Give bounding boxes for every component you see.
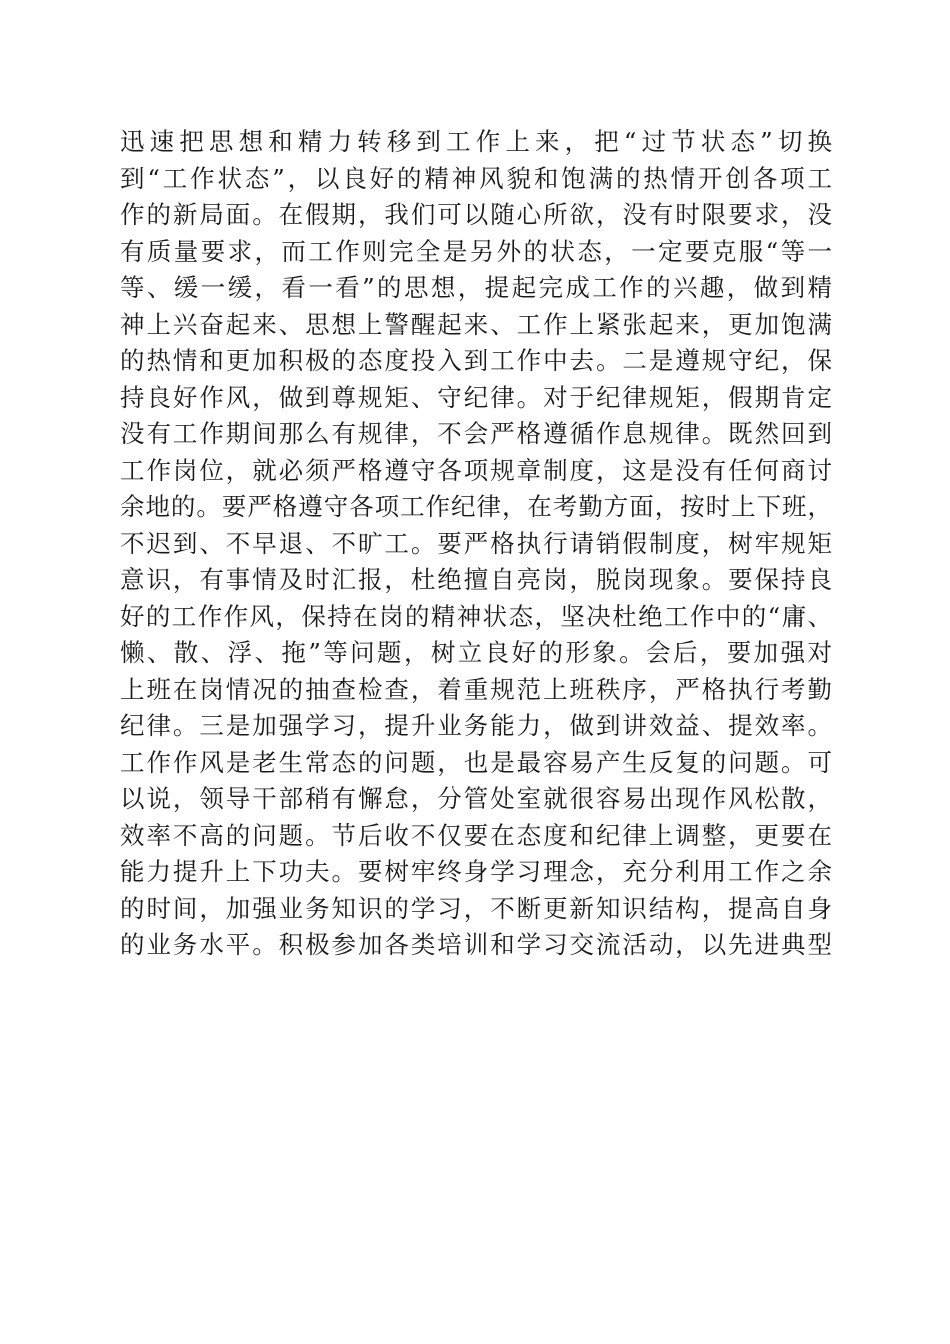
text-line: 懒、散、浮、拖”等问题，树立良好的形象。会后，要加强对 <box>120 638 832 667</box>
text-line: 神上兴奋起来、思想上警醒起来、工作上紧张起来，更加饱满 <box>120 309 832 339</box>
text-line: 能力提升上下功夫。要树牢终身学习理念，充分利用工作之余 <box>120 857 832 886</box>
text-line: 意识，有事情及时汇报，杜绝擅自亮岗，脱岗现象。要保持良 <box>120 565 832 594</box>
text-line: 作的新局面。在假期，我们可以随心所欲，没有时限要求，没 <box>120 200 832 229</box>
text-line: 工作岗位，就必须严格遵守各项规章制度，这是没有任何商讨 <box>120 455 832 485</box>
text-line: 有质量要求，而工作则完全是另外的状态，一定要克服“等一 <box>120 236 832 266</box>
text-line: 等、缓一缓，看一看”的思想，提起完成工作的兴趣，做到精 <box>120 273 832 302</box>
text-line: 到“工作状态”，以良好的精神风貌和饱满的热情开创各项工 <box>120 163 832 193</box>
text-line: 工作作风是老生常态的问题，也是最容易产生反复的问题。可 <box>120 747 832 777</box>
text-line: 迅速把思想和精力转移到工作上来，把“过节状态”切换 <box>120 127 832 156</box>
text-line: 没有工作期间那么有规律，不会严格遵循作息规律。既然回到 <box>120 419 832 448</box>
text-line: 纪律。三是加强学习，提升业务能力，做到讲效益、提效率。 <box>120 711 832 740</box>
text-line: 不迟到、不早退、不旷工。要严格执行请销假制度，树牢规矩 <box>120 528 832 558</box>
text-line: 余地的。要严格遵守各项工作纪律，在考勤方面，按时上下班， <box>120 492 832 521</box>
text-line: 的时间，加强业务知识的学习，不断更新知识结构，提高自身 <box>120 893 832 923</box>
text-line: 持良好作风，做到尊规矩、守纪律。对于纪律规矩，假期肯定 <box>120 382 832 412</box>
text-line: 好的工作作风，保持在岗的精神状态，坚决杜绝工作中的“庸、 <box>120 601 832 631</box>
text-line: 的热情和更加积极的态度投入到工作中去。二是遵规守纪，保 <box>120 346 832 375</box>
text-line: 上班在岗情况的抽查检查，着重规范上班秩序，严格执行考勤 <box>120 674 832 704</box>
text-line: 以说，领导干部稍有懈怠，分管处室就很容易出现作风松散， <box>120 784 832 813</box>
text-line: 的业务水平。积极参加各类培训和学习交流活动，以先进典型 <box>120 930 832 959</box>
text-line: 效率不高的问题。节后收不仅要在态度和纪律上调整，更要在 <box>120 820 832 850</box>
body-text <box>120 124 832 964</box>
